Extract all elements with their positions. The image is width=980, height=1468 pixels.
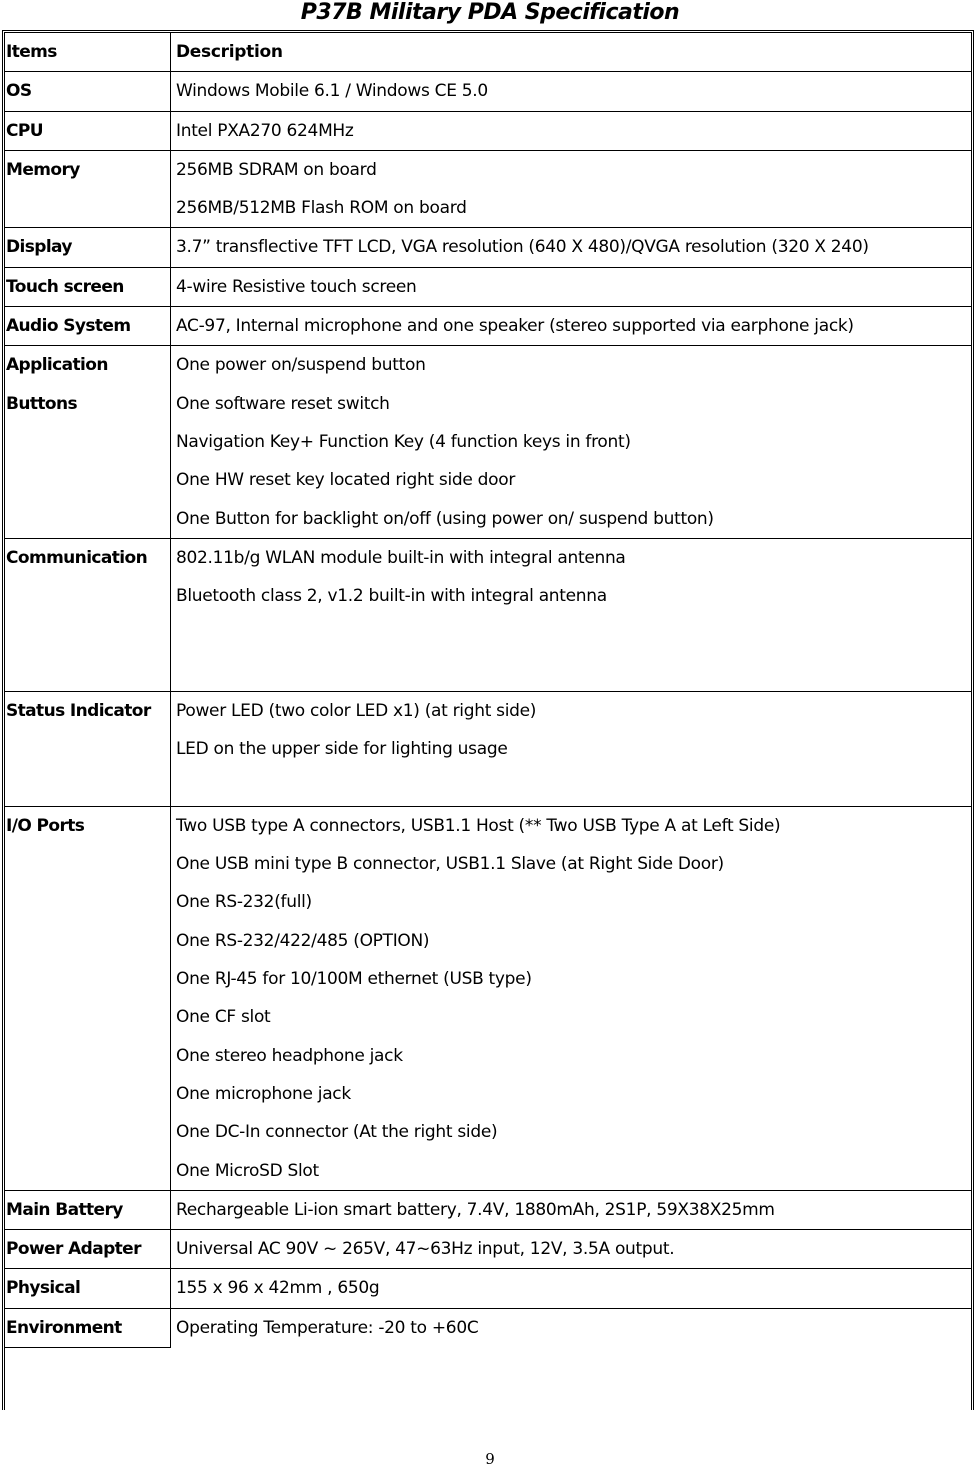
row-item: Display	[5, 228, 171, 267]
page-number: 9	[485, 1450, 495, 1468]
spec-row-communication	[5, 538, 971, 691]
row-item: Physical	[5, 1269, 171, 1308]
spec-row-environment	[5, 1308, 971, 1347]
row-item: Status Indicator	[5, 691, 171, 806]
spec-row-display	[5, 228, 971, 267]
row-description: Power LED (two color LED x1) (at right side) LED on the upper side for lighting usage	[171, 691, 972, 806]
header-description: Description	[171, 33, 972, 72]
row-item: Touch screen	[5, 267, 171, 306]
row-item: CPU	[5, 111, 171, 150]
row-description: 3.7” transflective TFT LCD, VGA resolution (640 X 480)/QVGA resolution (320 X 240)	[171, 228, 972, 267]
row-item: Main Battery	[5, 1190, 171, 1229]
page-title: P37B Military PDA Specification	[300, 0, 680, 25]
row-description: 256MB SDRAM on board 256MB/512MB Flash ROM on board	[171, 150, 972, 228]
spec-row-main-battery	[5, 1190, 971, 1229]
row-item: OS	[5, 72, 171, 111]
row-description: One power on/suspend button One software reset switch Navigation Key+ Function Key (4 function keys in front) One HW reset key located right side door One Button for backlight on/off (using power on/ suspend button)	[171, 346, 972, 538]
row-item: Communication	[5, 538, 171, 691]
row-item: Power Adapter	[5, 1230, 171, 1269]
spec-row-os	[5, 72, 971, 111]
row-item: Application Buttons	[5, 346, 171, 538]
row-item: I/O Ports	[5, 806, 171, 1190]
row-description: Rechargeable Li-ion smart battery, 7.4V, 1880mAh, 2S1P, 59X38X25mm	[171, 1190, 972, 1229]
row-description: Universal AC 90V ~ 265V, 47~63Hz input, 12V, 3.5A output.	[171, 1230, 972, 1269]
row-description: Operating Temperature: -20 to +60C	[176, 1317, 479, 1338]
row-description: AC-97, Internal microphone and one speaker (stereo supported via earphone jack)	[171, 307, 972, 346]
spec-table	[5, 33, 971, 1348]
row-description: 4-wire Resistive touch screen	[171, 267, 972, 306]
spec-row-memory	[5, 150, 971, 228]
row-description: Intel PXA270 624MHz	[171, 111, 972, 150]
row-description: 155 x 96 x 42mm , 650g	[171, 1269, 972, 1308]
row-item: Environment	[5, 1308, 171, 1347]
spec-row-audio-system	[5, 307, 971, 346]
row-item: Audio System	[5, 307, 171, 346]
row-item: Memory	[5, 150, 171, 228]
spec-row-power-adapter	[5, 1230, 971, 1269]
row-description: 802.11b/g WLAN module built-in with integral antenna Bluetooth class 2, v1.2 built-in with integral antenna	[171, 538, 972, 691]
spec-row-cpu	[5, 111, 971, 150]
spec-row-touch-screen	[5, 267, 971, 306]
header-items: Items	[5, 33, 171, 72]
row-description: Windows Mobile 6.1 / Windows CE 5.0	[171, 72, 972, 111]
spec-row-physical	[5, 1269, 971, 1308]
row-description: Two USB type A connectors, USB1.1 Host (** Two USB Type A at Left Side) One USB mini type B connector, USB1.1 Slave (at Right Side Door) One RS-232(full) One RS-232/422/485 (OPTION) One RJ-45 for 10/100M ethernet (USB type) One CF slot One stereo headphone jack One microphone jack One DC-In connector (At the right side) One MicroSD Slot	[171, 806, 972, 1190]
spec-row-io-ports	[5, 806, 971, 1190]
table-header-row	[5, 33, 971, 72]
spec-row-status-indicator	[5, 691, 971, 806]
spec-row-application-buttons	[5, 346, 971, 538]
